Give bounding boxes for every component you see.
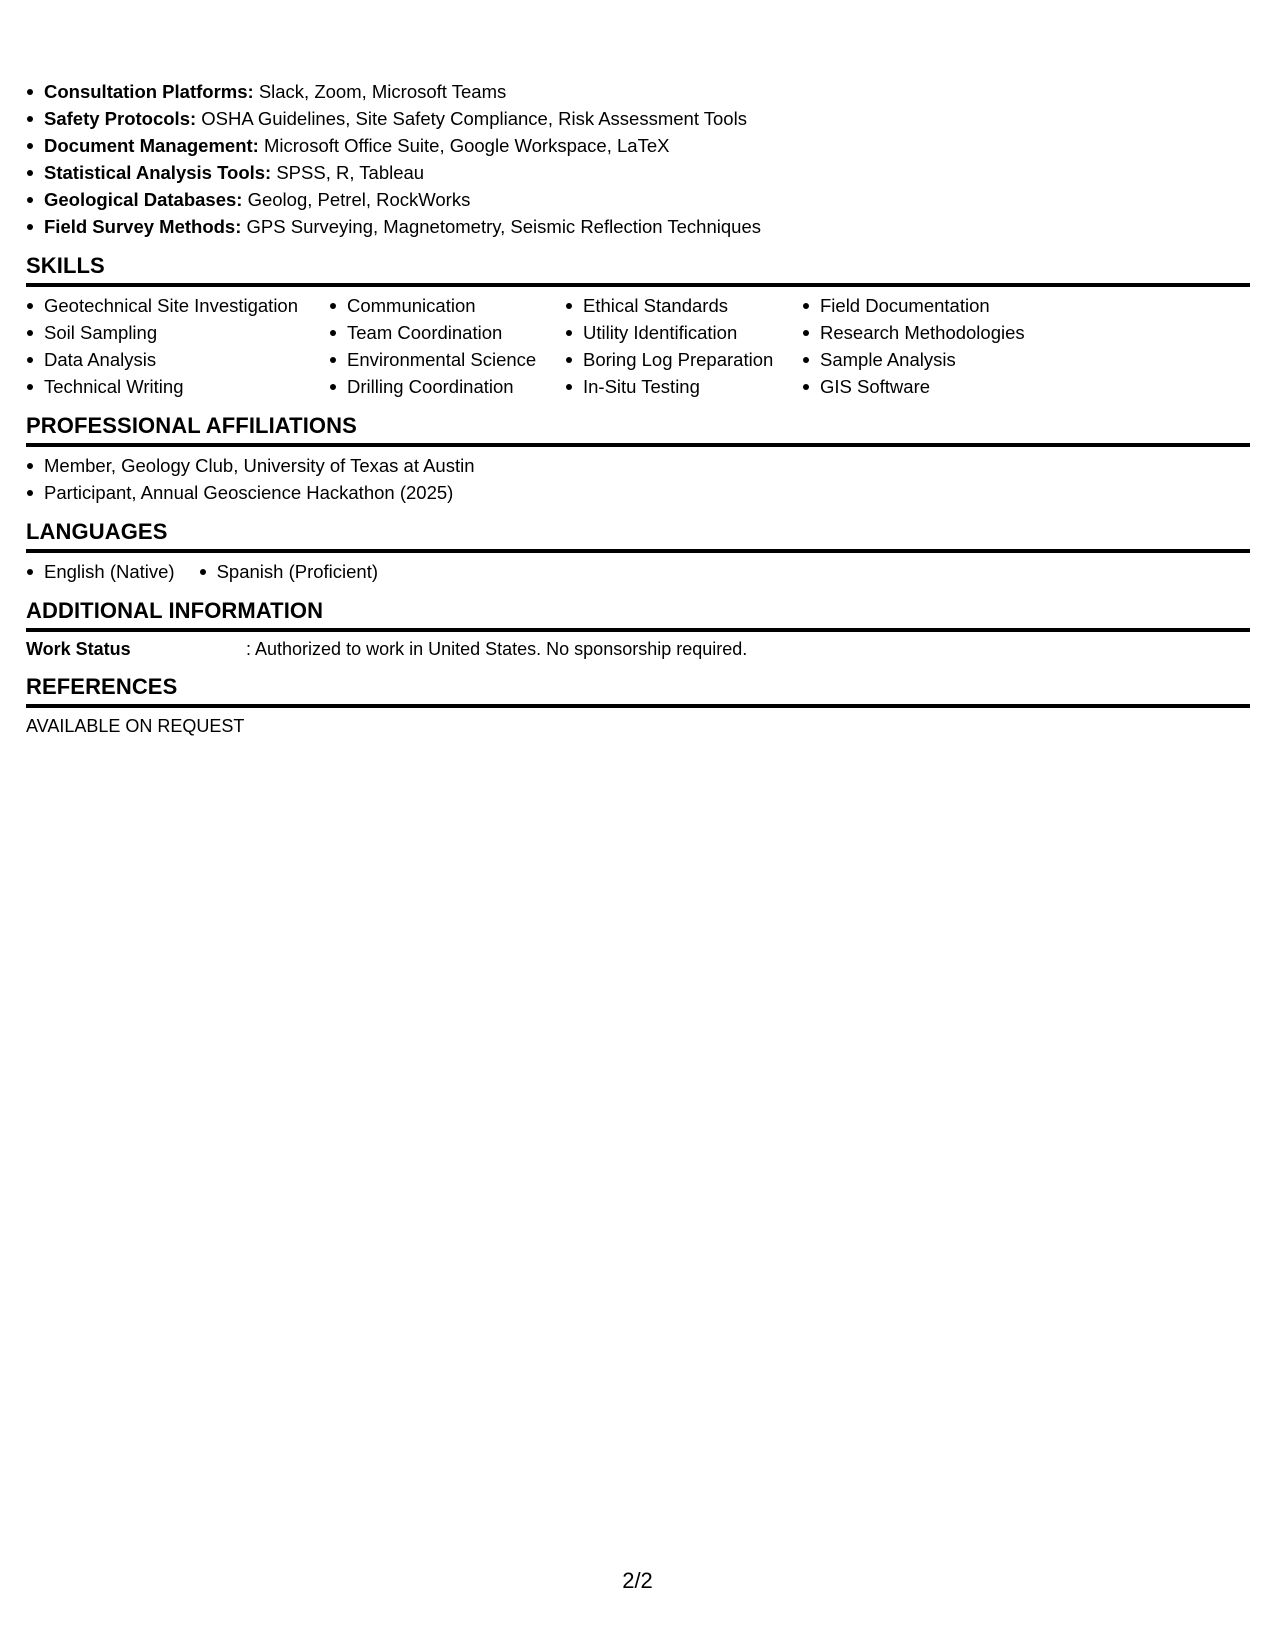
tools-item-statistical: [26, 159, 1250, 186]
tools-value: SPSS, R, Tableau: [276, 162, 425, 183]
work-status-label: Work Status: [26, 639, 131, 659]
language-item: Spanish (Proficient): [199, 558, 378, 585]
references-heading: REFERENCES: [26, 674, 1250, 708]
tools-value: Slack, Zoom, Microsoft Teams: [258, 81, 507, 102]
skills-column: [565, 292, 802, 400]
page-number: 2/2: [622, 1568, 653, 1593]
skill-item: Sample Analysis: [802, 346, 1062, 373]
resume-page: [26, 78, 1250, 738]
skill-item: Soil Sampling: [26, 319, 329, 346]
language-list: [26, 558, 199, 585]
tools-item-safety: [26, 105, 1250, 132]
language-item: English (Native): [26, 558, 175, 585]
skill-item: Utility Identification: [565, 319, 802, 346]
skill-item: GIS Software: [802, 373, 1062, 400]
skill-item: Ethical Standards: [565, 292, 802, 319]
skill-item: Research Methodologies: [802, 319, 1062, 346]
tools-label: Consultation Platforms:: [44, 81, 254, 102]
tools-value: OSHA Guidelines, Site Safety Compliance, Risk Assessment Tools: [201, 108, 747, 129]
skills-column: [802, 292, 1062, 400]
skill-item: Technical Writing: [26, 373, 329, 400]
skills-heading: SKILLS: [26, 253, 1250, 287]
skill-item: Environmental Science: [329, 346, 565, 373]
tools-item-field-survey: [26, 213, 1250, 240]
tools-label: Safety Protocols:: [44, 108, 197, 129]
languages-heading: LANGUAGES: [26, 519, 1250, 553]
affiliation-item: Member, Geology Club, University of Texas at Austin: [26, 452, 1250, 479]
tools-value: Microsoft Office Suite, Google Workspace, LaTeX: [263, 135, 670, 156]
affiliation-item: Participant, Annual Geoscience Hackathon (2025): [26, 479, 1250, 506]
languages-row: [26, 558, 1250, 585]
language-list: [199, 558, 402, 585]
skill-item: Drilling Coordination: [329, 373, 565, 400]
tools-label: Document Management:: [44, 135, 259, 156]
skill-item: Data Analysis: [26, 346, 329, 373]
tools-value: Geolog, Petrel, RockWorks: [247, 189, 471, 210]
skill-item: In-Situ Testing: [565, 373, 802, 400]
tools-label: Statistical Analysis Tools:: [44, 162, 272, 183]
affiliations-list: [26, 452, 1250, 506]
skills-column: [26, 292, 329, 400]
work-status-row: [26, 637, 1250, 661]
skills-grid: [26, 292, 1250, 400]
references-text: AVAILABLE ON REQUEST: [26, 716, 245, 736]
skill-item: Boring Log Preparation: [565, 346, 802, 373]
skill-item: Field Documentation: [802, 292, 1062, 319]
tools-list: [26, 78, 1250, 240]
additional-info-heading: ADDITIONAL INFORMATION: [26, 598, 1250, 632]
tools-item-consultation: [26, 78, 1250, 105]
skills-column: [329, 292, 565, 400]
tools-item-document: [26, 132, 1250, 159]
skill-item: Communication: [329, 292, 565, 319]
tools-item-geological: [26, 186, 1250, 213]
tools-label: Geological Databases:: [44, 189, 243, 210]
affiliations-heading: PROFESSIONAL AFFILIATIONS: [26, 413, 1250, 447]
skill-item: Team Coordination: [329, 319, 565, 346]
tools-value: GPS Surveying, Magnetometry, Seismic Reflection Techniques: [246, 216, 761, 237]
work-status-value: : Authorized to work in United States. No sponsorship required.: [246, 639, 748, 659]
skill-item: Geotechnical Site Investigation: [26, 292, 329, 319]
tools-label: Field Survey Methods:: [44, 216, 242, 237]
